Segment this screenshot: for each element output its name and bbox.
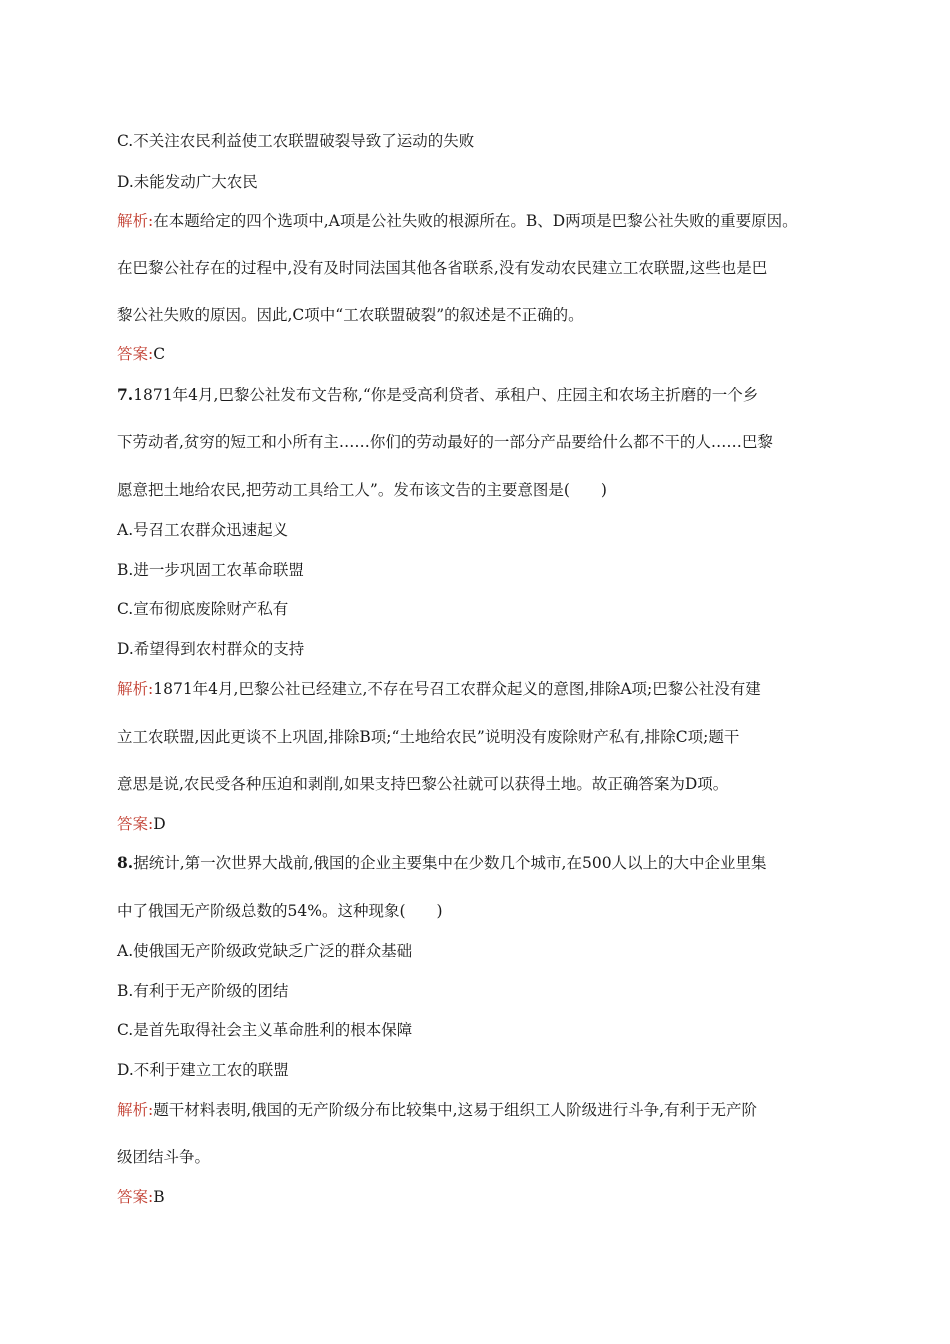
answer-label: 答案: <box>117 345 154 363</box>
question-number: 8. <box>117 853 134 872</box>
q7-option-a: A.号召工农群众迅速起义 <box>117 521 289 539</box>
q7-option-c: C.宣布彻底废除财产私有 <box>117 600 289 618</box>
analysis-label: 解析: <box>117 212 154 230</box>
q7-stem-line-2: 下劳动者,贫穷的短工和小所有主……你们的劳动最好的一部分产品要给什么都不干的人……巴黎 <box>117 433 773 451</box>
q8-stem-line-1 <box>117 853 767 873</box>
q7-answer <box>117 814 166 834</box>
answer-value: D <box>153 815 166 833</box>
analysis-text: 题干材料表明,俄国的无产阶级分布比较集中,这易于组织工人阶级进行斗争,有利于无产阶 <box>153 1101 758 1119</box>
q8-analysis-line-1 <box>117 1100 757 1120</box>
q6-analysis-line-3: 黎公社失败的原因。因此,C项中“工农联盟破裂”的叙述是不正确的。 <box>117 306 584 324</box>
q7-option-b: B.进一步巩固工农革命联盟 <box>117 561 304 579</box>
q6-analysis-line-1 <box>117 211 798 231</box>
question-text: 据统计,第一次世界大战前,俄国的企业主要集中在少数几个城市,在500人以上的大中企业里集 <box>133 854 767 872</box>
analysis-text: 在本题给定的四个选项中,A项是公社失败的根源所在。B、D两项是巴黎公社失败的重要原因。 <box>153 212 798 230</box>
q7-analysis-line-1 <box>117 679 761 699</box>
q6-option-c: C.不关注农民利益使工农联盟破裂导致了运动的失败 <box>117 132 475 150</box>
question-text: 1871年4月,巴黎公社发布文告称,“你是受高利贷者、承租户、庄园主和农场主折磨的一个乡 <box>133 386 759 404</box>
answer-label: 答案: <box>117 1188 154 1206</box>
answer-label: 答案: <box>117 815 154 833</box>
q6-option-d: D.未能发动广大农民 <box>117 173 258 191</box>
question-number: 7. <box>117 385 134 404</box>
analysis-label: 解析: <box>117 1101 154 1119</box>
answer-value: B <box>153 1188 165 1206</box>
analysis-label: 解析: <box>117 680 154 698</box>
q8-answer <box>117 1187 165 1207</box>
q8-analysis-line-2: 级团结斗争。 <box>117 1148 211 1166</box>
q8-stem-line-2: 中了俄国无产阶级总数的54%。这种现象( ) <box>117 902 443 920</box>
q7-stem-line-1 <box>117 385 758 405</box>
q8-option-b: B.有利于无产阶级的团结 <box>117 982 289 1000</box>
analysis-text: 1871年4月,巴黎公社已经建立,不存在号召工农群众起义的意图,排除A项;巴黎公社没有建 <box>153 680 761 698</box>
q7-option-d: D.希望得到农村群众的支持 <box>117 640 305 658</box>
q8-option-a: A.使俄国无产阶级政党缺乏广泛的群众基础 <box>117 942 413 960</box>
q7-stem-line-3: 愿意把土地给农民,把劳动工具给工人”。发布该文告的主要意图是( ) <box>117 481 607 499</box>
q7-analysis-line-2: 立工农联盟,因此更谈不上巩固,排除B项;“土地给农民”说明没有废除财产私有,排除C项;题干 <box>117 728 740 746</box>
answer-value: C <box>153 345 166 363</box>
q6-answer <box>117 344 165 364</box>
q7-analysis-line-3: 意思是说,农民受各种压迫和剥削,如果支持巴黎公社就可以获得土地。故正确答案为D项。 <box>117 775 729 793</box>
q6-analysis-line-2: 在巴黎公社存在的过程中,没有及时同法国其他各省联系,没有发动农民建立工农联盟,这些也是巴 <box>117 259 768 277</box>
q8-option-d: D.不利于建立工农的联盟 <box>117 1061 289 1079</box>
q8-option-c: C.是首先取得社会主义革命胜利的根本保障 <box>117 1021 413 1039</box>
